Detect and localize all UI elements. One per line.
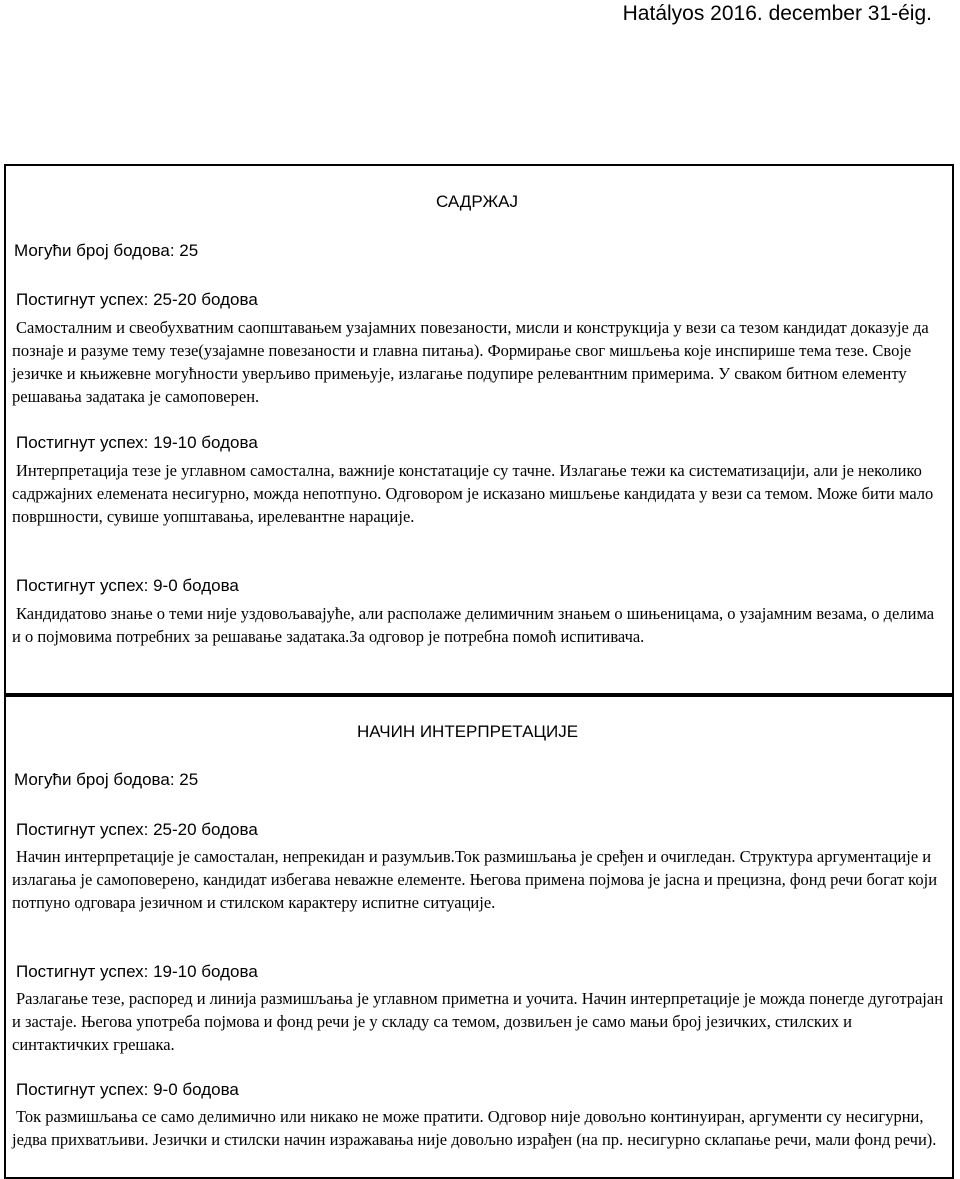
- section-title: НАЧИН ИНТЕРПРЕТАЦИЈЕ: [357, 722, 579, 741]
- band-description: Ток размишљања се само делимично или никако не може пратити. Одговор није довољно континуиран, аргументи су несигурни, једва прихватљиви. Језички и стилски начин изражавања није довољно израђен (на пр. несигурно склапање речи, мали фонд речи).: [12, 1107, 937, 1149]
- max-points: Могући број бодова: 25: [14, 770, 199, 789]
- band-description: Разлагање тезе, распоред и линија размишљања је углавном приметна и уочита. Начин интерпретације је можда понегде дуготрајан и застаје. Његова употреба појмова и фонд речи је у складу са темом, дозвиљен је само мањи број језичких, стилских и синтактичких грешака.: [12, 989, 944, 1054]
- content-section: [4, 164, 954, 697]
- band-heading: Постигнут успех: 9-0 бодова: [16, 1080, 239, 1099]
- band-description: Кандидатово знање о теми није уздовољавајуће, али располаже делимичним знањем о шињеницама, о узајамним везама, о делима и о појмовима потребних за решавање задатака.За одговор је потребна помоћ испитивача.: [12, 604, 935, 646]
- interpretation-section: [4, 693, 954, 1179]
- section-title: САДРЖАЈ: [436, 192, 519, 211]
- band-heading: Постигнут успех: 25-20 бодова: [16, 290, 258, 309]
- band-description: Самосталним и свеобухватним саопштавањем узајамних повезаности, мисли и конструкција у вези са тезом кандидат доказује да познаје и разуме тему тезе(узајамне повезаности и главна питања). Формирање свог мишљења које инспирише тема тезе. Своје језичке и књижевне могућности уверљиво примењује, излагање подупире релевантним примерима. У сваком битном елементу решавања задатака је самоповерен.: [12, 318, 929, 406]
- max-points: Могући број бодова: 25: [14, 241, 199, 260]
- band-heading: Постигнут успех: 19-10 бодова: [16, 962, 258, 981]
- band-heading: Постигнут успех: 9-0 бодова: [16, 576, 239, 595]
- band-heading: Постигнут успех: 25-20 бодова: [16, 820, 258, 839]
- band-description: Начин интерпретације је самосталан, непрекидан и разумљив.Ток размишљања је сређен и очигледан. Структура аргументације и излагања је самоповерено, кандидат избегава неважне елементе. Његова примена појмова је јасна и прецизна, фонд речи богат који потпуно одговара језичном и стилском карактеру испитне ситуације.: [12, 847, 938, 912]
- band-description: Интерпретација тезе је углавном самостална, важније констатације су тачне. Излагање тежи ка систематизацији, али је неколико садржајних елемената несигурно, можда непотпуно. Одговором је исказано мишљење кандидата у вези са темом. Може бити мало површности, сувише уопштавања, ирелевантне нарације.: [12, 461, 934, 526]
- band-heading: Постигнут успех: 19-10 бодова: [16, 433, 258, 452]
- validity-note: Hatályos 2016. december 31-éig.: [622, 2, 932, 25]
